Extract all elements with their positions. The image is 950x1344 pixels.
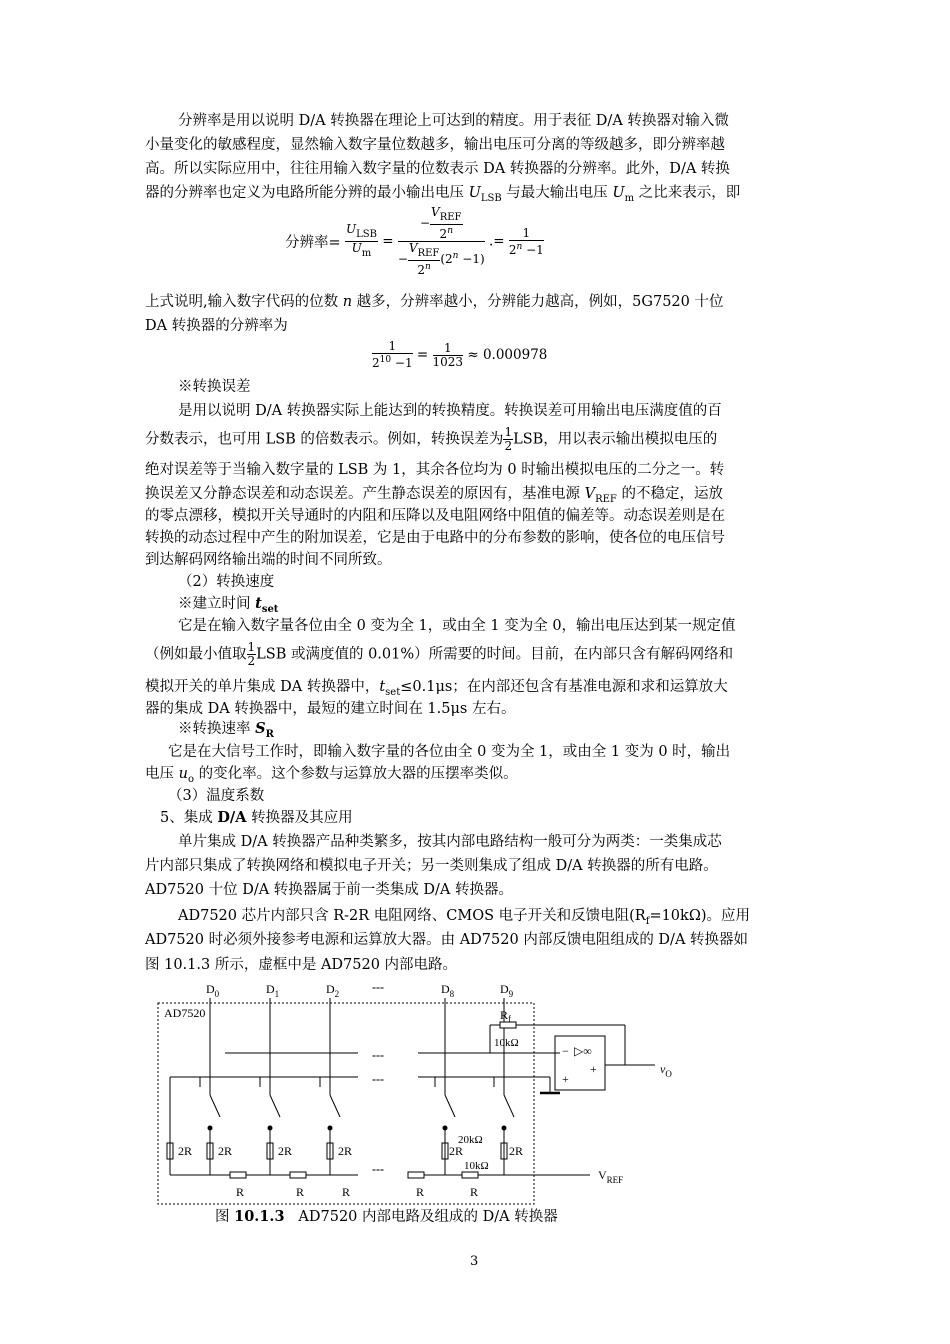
text-line: 绝对误差等于当输入数字量的 LSB 为 1，其余各位均为 0 时输出模拟电压的二分之一。转 <box>145 462 725 478</box>
resistor-r-label: R <box>296 1185 305 1199</box>
text-line: 分辨率是用以说明 D/A 转换器在理论上可达到的精度。用于表征 D/A 转换器对输入微 <box>178 113 729 129</box>
resistor-r-label: R <box>236 1185 245 1199</box>
ellipsis-dashes: --- <box>372 1048 384 1062</box>
text-line: 上式说明,输入数字代码的位数 n 越多，分辨率越小，分辨能力越高，例如，5G7520 十位 <box>145 294 724 310</box>
text-line: AD7520 时必须外接参考电源和运算放大器。由 AD7520 内部反馈电阻组成的 D/A 转换器如 <box>145 932 749 948</box>
text-line: 小量变化的敏感程度，显然输入数字量位数越多，输出电压可分离的等级越多，即分辨率越 <box>145 137 725 153</box>
section-heading: ※建立时间 $t_{set}$ <box>178 595 279 615</box>
text-line: 电压 $u_o$ 的变化率。这个参数与运算放大器的压摆率类似。 <box>145 766 518 785</box>
bit-label: $D_2$ <box>326 982 340 999</box>
bit-label: $D_9$ <box>500 982 514 999</box>
resistor-r-label: R <box>470 1185 479 1199</box>
text-line: 模拟开关的单片集成 DA 转换器中，$t_{set}\le 0.1\mu s$；在内部还包含有基准电源和求和运算放大 <box>145 679 728 698</box>
chip-label: AD7520 <box>164 1006 206 1020</box>
figure-caption: 图 10.1.3 AD7520 内部电路及组成的 D/A 转换器 <box>215 1208 558 1225</box>
resistor-2r-label: 2R <box>509 1144 524 1158</box>
text-line: 分数表示，也可用 LSB 的倍数表示。例如，转换误差为 $\frac{1}{2}$ LSB，用以表示输出模拟电压的 <box>145 425 718 453</box>
page-number: 3 <box>470 1254 479 1269</box>
text-line: 是用以说明 D/A 转换器实际上能达到的转换精度。转换误差可用输出电压满度值的百 <box>178 403 722 419</box>
ellipsis-dashes: --- <box>372 1072 384 1086</box>
text-line: 图 10.1.3 所示，虚框中是 AD7520 内部电路。 <box>145 957 458 973</box>
bit-label: $D_1$ <box>266 982 280 999</box>
opamp-plus: + <box>562 1072 569 1086</box>
feedback-resistor-value: 10kΩ <box>494 1037 519 1049</box>
text-line: 器的分辨率也定义为电路所能分辨的最小输出电压 $U_{LSB}$ 与最大输出电压 $U_m$ 之比来表示，即 <box>145 185 741 204</box>
text-line: 的零点漂移，模拟开关导通时的内阻和压降以及电阻网络中阻值的偏差等。动态误差则是在 <box>145 508 725 524</box>
bit-label: $D_0$ <box>206 982 220 999</box>
resistor-2r-label: 2R <box>338 1144 353 1158</box>
section-heading: 5、集成 D/A 转换器及其应用 <box>160 809 353 826</box>
feedback-resistor-label: $R_f$ <box>500 1008 512 1024</box>
text-line: DA 转换器的分辨率为 <box>145 318 288 334</box>
vref-label: $V_{REF}$ <box>598 1168 624 1185</box>
opamp-symbol: ▷∞ <box>574 1044 592 1058</box>
bit-label: $D_8$ <box>441 982 455 999</box>
ellipsis-dashes: --- <box>372 980 384 994</box>
text-line: AD7520 芯片内部只含 R-2R 电阻网络、CMOS 电子开关和反馈电阻$(R_f=10k\Omega)$。应用 <box>178 908 751 927</box>
text-line: 片内部只集成了转换网络和模拟电子开关；另一类则集成了组成 D/A 转换器的所有电路。 <box>145 858 718 874</box>
ad7520-circuit-diagram <box>150 980 672 1205</box>
resolution-equation: 分辨率= $\frac{U_{LSB}}{U_m}$ = − $\frac{V_{REF}}{2^n}$ − $\frac{V_{REF}}{2^n}$ $(2^n -1)$ .= $\frac{1}{2^n -1}$ <box>285 205 544 277</box>
text-line: 它是在大信号工作时，即输入数字量的各位由全 0 变为全 1，或由全 1 变为 0 时，输出 <box>168 744 731 760</box>
text-line: 转换的动态过程中产生的附加误差，它是由于电路中的分布参数的影响，使各位的电压信号 <box>145 530 725 546</box>
resistor-2r-label: 2R <box>449 1144 464 1158</box>
ellipsis-dashes: --- <box>372 1162 384 1176</box>
resistor-2r-label: 2R <box>218 1144 233 1158</box>
text-line: 高。所以实际应用中，往往用输入数字量的位数表示 DA 转换器的分辨率。此外，D/A 转换 <box>145 161 730 177</box>
text-line: 到达解码网络输出端的时间不同所致。 <box>145 552 392 568</box>
resistor-r-label: R <box>342 1185 351 1199</box>
opamp-minus: − <box>562 1044 569 1058</box>
section-heading: （3）温度系数 <box>168 788 265 804</box>
output-label: $v_O$ <box>660 1062 672 1079</box>
section-heading: ※转换速率 $S_R$ <box>178 720 274 740</box>
opamp-plus-out: + <box>590 1062 597 1076</box>
text-line: 器的集成 DA 转换器中，最短的建立时间在 1.5μs 左右。 <box>145 701 516 717</box>
text-line: 单片集成 D/A 转换器产品种类繁多，按其内部电路结构一般可分为两类：一类集成芯 <box>178 834 722 850</box>
resistor-2r-label: 2R <box>178 1144 193 1158</box>
text-line: AD7520 十位 D/A 转换器属于前一类集成 D/A 转换器。 <box>145 882 514 898</box>
resistor-2r-label: 2R <box>278 1144 293 1158</box>
text-line: 它是在输入数字量各位由全 0 变为全 1，或由全 1 变为全 0，输出电压达到某一规定值 <box>178 618 736 634</box>
text-line: 换误差又分静态误差和动态误差。产生静态误差的原因有，基准电源 $V_{REF}$ 的不稳定，运放 <box>145 486 723 505</box>
text-line: （例如最小值取 $\frac{1}{2}$ LSB 或满度值的 0.01%）所需要的时间。目前，在内部只含有解码网络和 <box>145 640 734 668</box>
resistor-r-label: R <box>416 1185 425 1199</box>
section-heading: （2）转换速度 <box>178 574 275 590</box>
section-heading: ※转换误差 <box>178 379 251 395</box>
resistor-10k-label: 10kΩ <box>464 1160 489 1172</box>
resistor-20k-label: 20kΩ <box>458 1134 483 1146</box>
resolution-example-equation: $\frac{1}{2^{10} -1}$ = $\frac{1}{1023}$ ≈ 0.000978 <box>372 339 548 370</box>
